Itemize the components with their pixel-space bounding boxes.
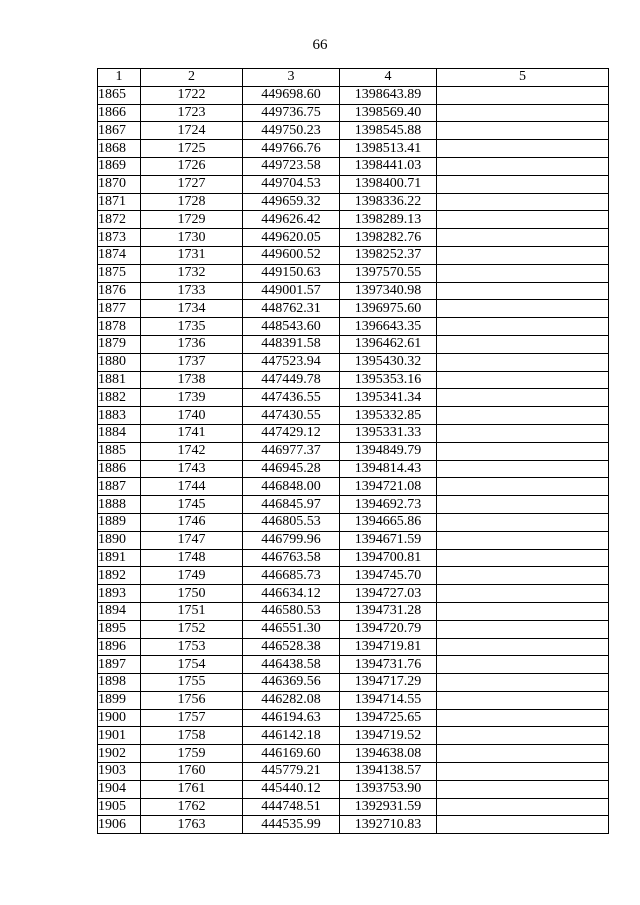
table-cell: 445440.12 bbox=[243, 780, 340, 798]
table-cell: 1903 bbox=[98, 763, 141, 781]
table-cell: 1394745.70 bbox=[340, 567, 437, 585]
table-row bbox=[98, 567, 609, 585]
table-cell: 1394727.03 bbox=[340, 585, 437, 603]
table-cell: 1872 bbox=[98, 211, 141, 229]
table-cell: 1398569.40 bbox=[340, 104, 437, 122]
table-cell: 446438.58 bbox=[243, 656, 340, 674]
table-cell bbox=[437, 442, 609, 460]
table-cell: 1731 bbox=[141, 246, 243, 264]
table-cell: 1394721.08 bbox=[340, 478, 437, 496]
table-cell: 1899 bbox=[98, 691, 141, 709]
table-row bbox=[98, 157, 609, 175]
table-cell: 1875 bbox=[98, 264, 141, 282]
table-cell: 1395353.16 bbox=[340, 371, 437, 389]
table-cell: 1882 bbox=[98, 389, 141, 407]
table-cell: 1395430.32 bbox=[340, 353, 437, 371]
table-cell: 1868 bbox=[98, 140, 141, 158]
table-cell: 448391.58 bbox=[243, 335, 340, 353]
table-cell: 1398400.71 bbox=[340, 175, 437, 193]
table-cell: 446805.53 bbox=[243, 513, 340, 531]
table-cell: 1876 bbox=[98, 282, 141, 300]
table-cell: 1877 bbox=[98, 300, 141, 318]
table-row bbox=[98, 585, 609, 603]
table-cell bbox=[437, 300, 609, 318]
table-row bbox=[98, 86, 609, 104]
table-cell: 1890 bbox=[98, 531, 141, 549]
table-cell: 1755 bbox=[141, 674, 243, 692]
table-cell: 1901 bbox=[98, 727, 141, 745]
column-header: 2 bbox=[141, 69, 243, 87]
table-row bbox=[98, 798, 609, 816]
table-cell: 1398545.88 bbox=[340, 122, 437, 140]
table-cell bbox=[437, 264, 609, 282]
table-row bbox=[98, 674, 609, 692]
table-cell bbox=[437, 157, 609, 175]
table-row bbox=[98, 727, 609, 745]
table-cell: 1394671.59 bbox=[340, 531, 437, 549]
table-cell: 446580.53 bbox=[243, 602, 340, 620]
table-cell: 447436.55 bbox=[243, 389, 340, 407]
table-cell: 1904 bbox=[98, 780, 141, 798]
table-cell: 1898 bbox=[98, 674, 141, 692]
table-cell bbox=[437, 745, 609, 763]
table-cell: 1866 bbox=[98, 104, 141, 122]
table-cell bbox=[437, 549, 609, 567]
table-cell: 1888 bbox=[98, 496, 141, 514]
table-cell bbox=[437, 763, 609, 781]
table-cell bbox=[437, 318, 609, 336]
table-cell: 1760 bbox=[141, 763, 243, 781]
table-cell bbox=[437, 727, 609, 745]
table-row bbox=[98, 780, 609, 798]
table-cell: 1736 bbox=[141, 335, 243, 353]
table-cell: 1757 bbox=[141, 709, 243, 727]
table-cell bbox=[437, 585, 609, 603]
table-row bbox=[98, 318, 609, 336]
table-cell: 1894 bbox=[98, 602, 141, 620]
table-row bbox=[98, 424, 609, 442]
table-cell: 1395341.34 bbox=[340, 389, 437, 407]
table-cell bbox=[437, 353, 609, 371]
table-cell: 1398282.76 bbox=[340, 229, 437, 247]
table-cell: 1881 bbox=[98, 371, 141, 389]
table-cell: 1742 bbox=[141, 442, 243, 460]
table-row bbox=[98, 460, 609, 478]
table-cell: 1884 bbox=[98, 424, 141, 442]
table-row bbox=[98, 763, 609, 781]
table-cell: 1394731.76 bbox=[340, 656, 437, 674]
table-cell: 446799.96 bbox=[243, 531, 340, 549]
table-cell bbox=[437, 620, 609, 638]
table-cell: 1886 bbox=[98, 460, 141, 478]
table-row bbox=[98, 638, 609, 656]
table-cell bbox=[437, 282, 609, 300]
table-cell: 444748.51 bbox=[243, 798, 340, 816]
table-cell: 1891 bbox=[98, 549, 141, 567]
table-cell bbox=[437, 140, 609, 158]
table-row bbox=[98, 175, 609, 193]
table-cell: 1867 bbox=[98, 122, 141, 140]
table-cell: 1763 bbox=[141, 816, 243, 834]
table-cell bbox=[437, 246, 609, 264]
table-cell: 1723 bbox=[141, 104, 243, 122]
table-cell bbox=[437, 424, 609, 442]
table-cell: 446977.37 bbox=[243, 442, 340, 460]
table-row bbox=[98, 300, 609, 318]
table-cell: 1398336.22 bbox=[340, 193, 437, 211]
table-cell: 1725 bbox=[141, 140, 243, 158]
table-body bbox=[98, 86, 609, 833]
table-cell: 446848.00 bbox=[243, 478, 340, 496]
column-header: 5 bbox=[437, 69, 609, 87]
table-row bbox=[98, 620, 609, 638]
table-row bbox=[98, 335, 609, 353]
table-cell bbox=[437, 496, 609, 514]
table-cell: 1895 bbox=[98, 620, 141, 638]
table-row bbox=[98, 549, 609, 567]
table-cell: 447449.78 bbox=[243, 371, 340, 389]
table-cell: 1759 bbox=[141, 745, 243, 763]
table-cell: 1729 bbox=[141, 211, 243, 229]
table-cell: 1740 bbox=[141, 407, 243, 425]
table-cell: 1745 bbox=[141, 496, 243, 514]
table-cell: 1732 bbox=[141, 264, 243, 282]
table-cell: 1398289.13 bbox=[340, 211, 437, 229]
table-cell: 449723.58 bbox=[243, 157, 340, 175]
table-cell: 1394719.81 bbox=[340, 638, 437, 656]
table-row bbox=[98, 656, 609, 674]
table-cell bbox=[437, 816, 609, 834]
table-row bbox=[98, 264, 609, 282]
table-cell: 1739 bbox=[141, 389, 243, 407]
table-cell: 1869 bbox=[98, 157, 141, 175]
table-cell: 1896 bbox=[98, 638, 141, 656]
table-cell bbox=[437, 798, 609, 816]
table-cell: 1735 bbox=[141, 318, 243, 336]
table-cell: 449736.75 bbox=[243, 104, 340, 122]
table-cell: 449766.76 bbox=[243, 140, 340, 158]
table-cell: 1752 bbox=[141, 620, 243, 638]
table-cell bbox=[437, 513, 609, 531]
table-cell: 1746 bbox=[141, 513, 243, 531]
table-cell: 447429.12 bbox=[243, 424, 340, 442]
table-cell: 446945.28 bbox=[243, 460, 340, 478]
table-cell bbox=[437, 709, 609, 727]
table-row bbox=[98, 442, 609, 460]
table-cell: 446369.56 bbox=[243, 674, 340, 692]
table-row bbox=[98, 122, 609, 140]
table-cell: 1396975.60 bbox=[340, 300, 437, 318]
table-row bbox=[98, 602, 609, 620]
table-cell: 1724 bbox=[141, 122, 243, 140]
table-row bbox=[98, 140, 609, 158]
table-cell: 1758 bbox=[141, 727, 243, 745]
table-cell: 1394849.79 bbox=[340, 442, 437, 460]
table-cell bbox=[437, 175, 609, 193]
table-cell: 1392710.83 bbox=[340, 816, 437, 834]
table-cell: 447523.94 bbox=[243, 353, 340, 371]
table-cell: 1394814.43 bbox=[340, 460, 437, 478]
table-cell bbox=[437, 193, 609, 211]
table-cell: 1398513.41 bbox=[340, 140, 437, 158]
table-cell: 1395332.85 bbox=[340, 407, 437, 425]
table-cell: 1878 bbox=[98, 318, 141, 336]
table-cell bbox=[437, 478, 609, 496]
table-cell: 1874 bbox=[98, 246, 141, 264]
table-cell: 449620.05 bbox=[243, 229, 340, 247]
table-cell: 1892 bbox=[98, 567, 141, 585]
table-row bbox=[98, 104, 609, 122]
table-cell: 1873 bbox=[98, 229, 141, 247]
table-cell: 445779.21 bbox=[243, 763, 340, 781]
table-cell: 1900 bbox=[98, 709, 141, 727]
table-cell: 449626.42 bbox=[243, 211, 340, 229]
table-header bbox=[98, 69, 609, 87]
table-cell: 1756 bbox=[141, 691, 243, 709]
table-cell: 1880 bbox=[98, 353, 141, 371]
table-cell: 1394638.08 bbox=[340, 745, 437, 763]
table-cell bbox=[437, 780, 609, 798]
table-row bbox=[98, 193, 609, 211]
table-cell bbox=[437, 335, 609, 353]
table-cell bbox=[437, 656, 609, 674]
table-cell: 1761 bbox=[141, 780, 243, 798]
table-cell: 1392931.59 bbox=[340, 798, 437, 816]
table-row bbox=[98, 531, 609, 549]
table-row bbox=[98, 745, 609, 763]
table-cell: 1741 bbox=[141, 424, 243, 442]
table-row bbox=[98, 353, 609, 371]
table-cell: 446282.08 bbox=[243, 691, 340, 709]
table-cell: 1737 bbox=[141, 353, 243, 371]
table-cell: 1733 bbox=[141, 282, 243, 300]
table-cell: 1902 bbox=[98, 745, 141, 763]
table-cell: 1905 bbox=[98, 798, 141, 816]
table-cell: 446169.60 bbox=[243, 745, 340, 763]
table-cell: 1394725.65 bbox=[340, 709, 437, 727]
table-cell: 1871 bbox=[98, 193, 141, 211]
table-cell bbox=[437, 691, 609, 709]
column-header: 1 bbox=[98, 69, 141, 87]
table-cell: 448543.60 bbox=[243, 318, 340, 336]
table-cell bbox=[437, 567, 609, 585]
table-cell: 1394731.28 bbox=[340, 602, 437, 620]
table-cell: 446528.38 bbox=[243, 638, 340, 656]
table-row bbox=[98, 371, 609, 389]
coordinates-table bbox=[97, 68, 609, 834]
table-cell: 1748 bbox=[141, 549, 243, 567]
table-row bbox=[98, 211, 609, 229]
table-cell: 1393753.90 bbox=[340, 780, 437, 798]
table-cell: 1889 bbox=[98, 513, 141, 531]
table-cell: 1870 bbox=[98, 175, 141, 193]
table-row bbox=[98, 691, 609, 709]
table-cell bbox=[437, 674, 609, 692]
table-cell: 449659.32 bbox=[243, 193, 340, 211]
table-cell: 1394138.57 bbox=[340, 763, 437, 781]
table-cell: 1722 bbox=[141, 86, 243, 104]
table-cell: 449600.52 bbox=[243, 246, 340, 264]
table-cell bbox=[437, 371, 609, 389]
table-row bbox=[98, 389, 609, 407]
table-cell: 449750.23 bbox=[243, 122, 340, 140]
table-cell: 1734 bbox=[141, 300, 243, 318]
table-cell: 1397340.98 bbox=[340, 282, 437, 300]
table-cell: 1744 bbox=[141, 478, 243, 496]
table-cell: 1394692.73 bbox=[340, 496, 437, 514]
table-cell: 1394665.86 bbox=[340, 513, 437, 531]
table-cell: 1747 bbox=[141, 531, 243, 549]
table-row bbox=[98, 709, 609, 727]
table-cell: 1398643.89 bbox=[340, 86, 437, 104]
table-cell: 444535.99 bbox=[243, 816, 340, 834]
table-cell: 1397570.55 bbox=[340, 264, 437, 282]
table-cell: 1738 bbox=[141, 371, 243, 389]
table-cell: 449698.60 bbox=[243, 86, 340, 104]
table-cell: 446551.30 bbox=[243, 620, 340, 638]
table-cell: 1394717.29 bbox=[340, 674, 437, 692]
table-cell: 1753 bbox=[141, 638, 243, 656]
table-cell: 1879 bbox=[98, 335, 141, 353]
table-cell: 1726 bbox=[141, 157, 243, 175]
table-cell: 449150.63 bbox=[243, 264, 340, 282]
table-cell bbox=[437, 211, 609, 229]
table-cell: 1897 bbox=[98, 656, 141, 674]
table-cell: 1893 bbox=[98, 585, 141, 603]
table-cell: 1398441.03 bbox=[340, 157, 437, 175]
table-cell: 446845.97 bbox=[243, 496, 340, 514]
table-cell: 1396462.61 bbox=[340, 335, 437, 353]
table-cell bbox=[437, 638, 609, 656]
table-cell: 1754 bbox=[141, 656, 243, 674]
table-row bbox=[98, 478, 609, 496]
table-row bbox=[98, 282, 609, 300]
table-cell: 449001.57 bbox=[243, 282, 340, 300]
table-cell: 1743 bbox=[141, 460, 243, 478]
table-cell: 1394700.81 bbox=[340, 549, 437, 567]
page-number: 66 bbox=[312, 37, 328, 53]
table-cell bbox=[437, 602, 609, 620]
table-cell: 1728 bbox=[141, 193, 243, 211]
table-cell: 1394719.52 bbox=[340, 727, 437, 745]
table-cell bbox=[437, 104, 609, 122]
table-cell bbox=[437, 531, 609, 549]
table-cell: 1749 bbox=[141, 567, 243, 585]
column-header: 4 bbox=[340, 69, 437, 87]
table-cell: 1396643.35 bbox=[340, 318, 437, 336]
table-cell: 1751 bbox=[141, 602, 243, 620]
table-cell bbox=[437, 389, 609, 407]
table-cell: 446685.73 bbox=[243, 567, 340, 585]
table-cell: 446634.12 bbox=[243, 585, 340, 603]
table-cell: 1730 bbox=[141, 229, 243, 247]
table-cell: 449704.53 bbox=[243, 175, 340, 193]
table-row bbox=[98, 513, 609, 531]
table-cell bbox=[437, 407, 609, 425]
table-cell: 447430.55 bbox=[243, 407, 340, 425]
table-cell: 1887 bbox=[98, 478, 141, 496]
table-cell bbox=[437, 122, 609, 140]
table-cell: 446142.18 bbox=[243, 727, 340, 745]
table-cell: 1727 bbox=[141, 175, 243, 193]
table-cell: 1394720.79 bbox=[340, 620, 437, 638]
table-cell bbox=[437, 460, 609, 478]
table-cell bbox=[437, 229, 609, 247]
header-row bbox=[98, 69, 609, 87]
table-cell: 1883 bbox=[98, 407, 141, 425]
table-cell: 1398252.37 bbox=[340, 246, 437, 264]
table-row bbox=[98, 246, 609, 264]
table-row bbox=[98, 496, 609, 514]
table-cell: 1395331.33 bbox=[340, 424, 437, 442]
table-cell: 1885 bbox=[98, 442, 141, 460]
table-cell: 446763.58 bbox=[243, 549, 340, 567]
table-row bbox=[98, 229, 609, 247]
table-row bbox=[98, 407, 609, 425]
table-row bbox=[98, 816, 609, 834]
table-cell: 446194.63 bbox=[243, 709, 340, 727]
table-cell: 1865 bbox=[98, 86, 141, 104]
table-cell: 448762.31 bbox=[243, 300, 340, 318]
table-cell: 1394714.55 bbox=[340, 691, 437, 709]
table-cell: 1762 bbox=[141, 798, 243, 816]
table-cell: 1906 bbox=[98, 816, 141, 834]
table-cell bbox=[437, 86, 609, 104]
table-cell: 1750 bbox=[141, 585, 243, 603]
column-header: 3 bbox=[243, 69, 340, 87]
